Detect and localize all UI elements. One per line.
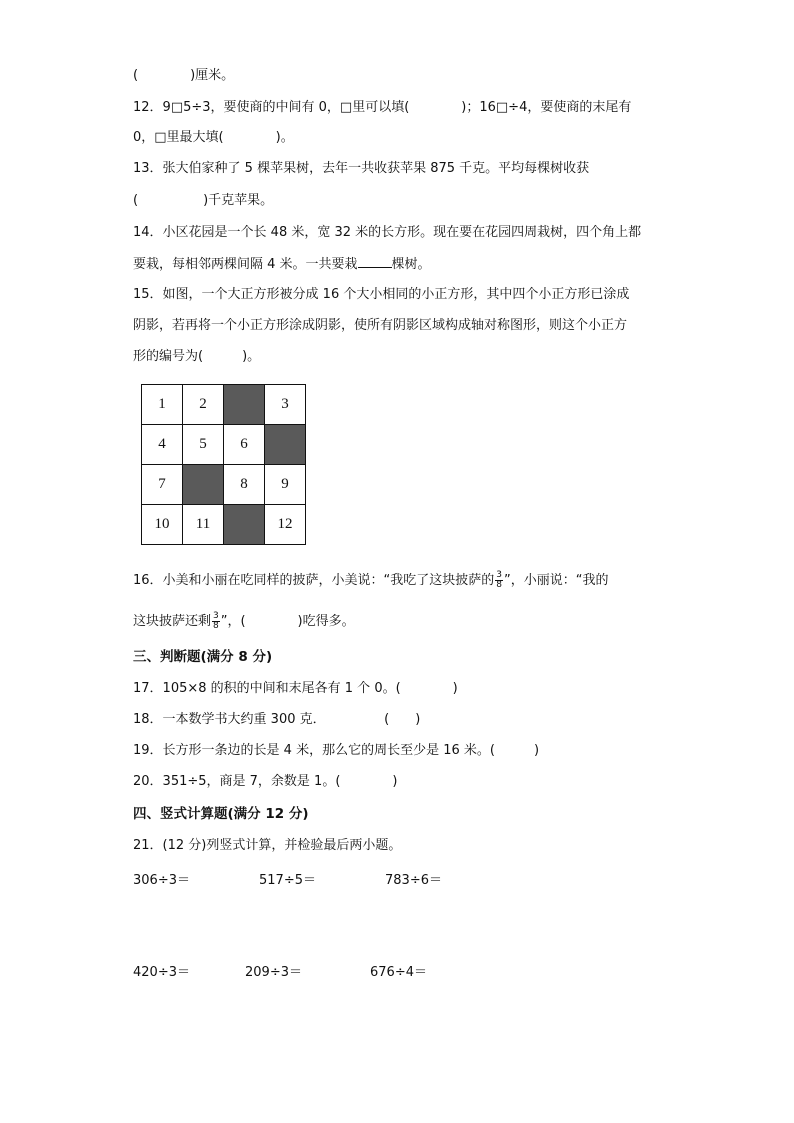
grid-cell-5: 5 [183,425,224,465]
q16-line2: 这块披萨还剩 $\frac{3}{8}$ ”，( )吃得多。 [133,611,355,631]
grid-cell-7: 7 [142,465,183,505]
q12-line1: 12．9□5÷3，要使商的中间有 0，□里可以填( )；16□÷4，要使商的末尾有 [133,100,632,115]
grid-cell-3: 3 [265,385,306,425]
grid-cell-4: 4 [142,425,183,465]
calc-item: 676÷4＝ [370,965,427,980]
grid-cell-11: 11 [183,505,224,545]
grid-cell-12: 12 [265,505,306,545]
square-grid-figure [141,384,306,545]
q19-line: 19．长方形一条边的长是 4 米，那么它的周长至少是 16 米。( ) [133,743,540,758]
q21-line: 21．(12 分)列竖式计算，并检验最后两小题。 [133,838,402,853]
q11-answer-line: ( )厘米。 [133,68,235,83]
q20-line: 20．351÷5，商是 7，余数是 1。( ) [133,774,398,789]
calc-item: 306÷3＝ [133,873,190,888]
calc-item: 420÷3＝ [133,965,190,980]
q14-blank[interactable] [358,255,392,268]
grid-cell-1: 1 [142,385,183,425]
q16-line1: 16．小美和小丽在吃同样的披萨，小美说：“我吃了这块披萨的 $\frac{3}{8}$ ”，小丽说：“我的 [133,570,609,590]
q17-line: 17．105×8 的积的中间和末尾各有 1 个 0。( ) [133,681,458,696]
q15-line2: 阴影，若再将一个小正方形涂成阴影，使所有阴影区域构成轴对称图形，则这个小正方 [133,318,628,333]
q15-line3: 形的编号为( )。 [133,349,261,364]
q18-line: 18．一本数学书大约重 300 克． ( ) [133,712,421,727]
q14-line1: 14．小区花园是一个长 48 米，宽 32 米的长方形。现在要在花园四周栽树，四个角上都 [133,225,642,240]
grid-cell-6: 6 [224,425,265,465]
grid-cell-10: 10 [142,505,183,545]
q13-line2: ( )千克苹果。 [133,193,274,208]
q14-line2: 要栽，每相邻两棵间隔 4 米。一共要栽 棵树。 [133,257,431,272]
q13-line1: 13．张大伯家种了 5 棵苹果树，去年一共收获苹果 875 千克。平均每棵树收获 [133,161,590,176]
q15-line1: 15．如图，一个大正方形被分成 16 个大小相同的小正方形，其中四个小正方形已涂成 [133,287,630,302]
grid-cell-shaded [224,385,265,425]
grid-cell-8: 8 [224,465,265,505]
grid-cell-shaded [224,505,265,545]
fraction-three-eighths: $\frac{3}{8}$ [213,611,219,631]
q12-line2: 0，□里最大填( )。 [133,130,294,145]
fraction-three-eighths: $\frac{3}{8}$ [496,570,503,590]
grid-cell-shaded [265,425,306,465]
calc-item: 517÷5＝ [259,873,316,888]
calc-item: 783÷6＝ [385,873,442,888]
section-heading-judgement: 三、判断题(满分 8 分) [133,649,273,665]
grid-cell-9: 9 [265,465,306,505]
calc-item: 209÷3＝ [245,965,302,980]
grid-cell-2: 2 [183,385,224,425]
section-heading-vertical-calc: 四、竖式计算题(满分 12 分) [133,806,309,822]
grid-cell-shaded [183,465,224,505]
